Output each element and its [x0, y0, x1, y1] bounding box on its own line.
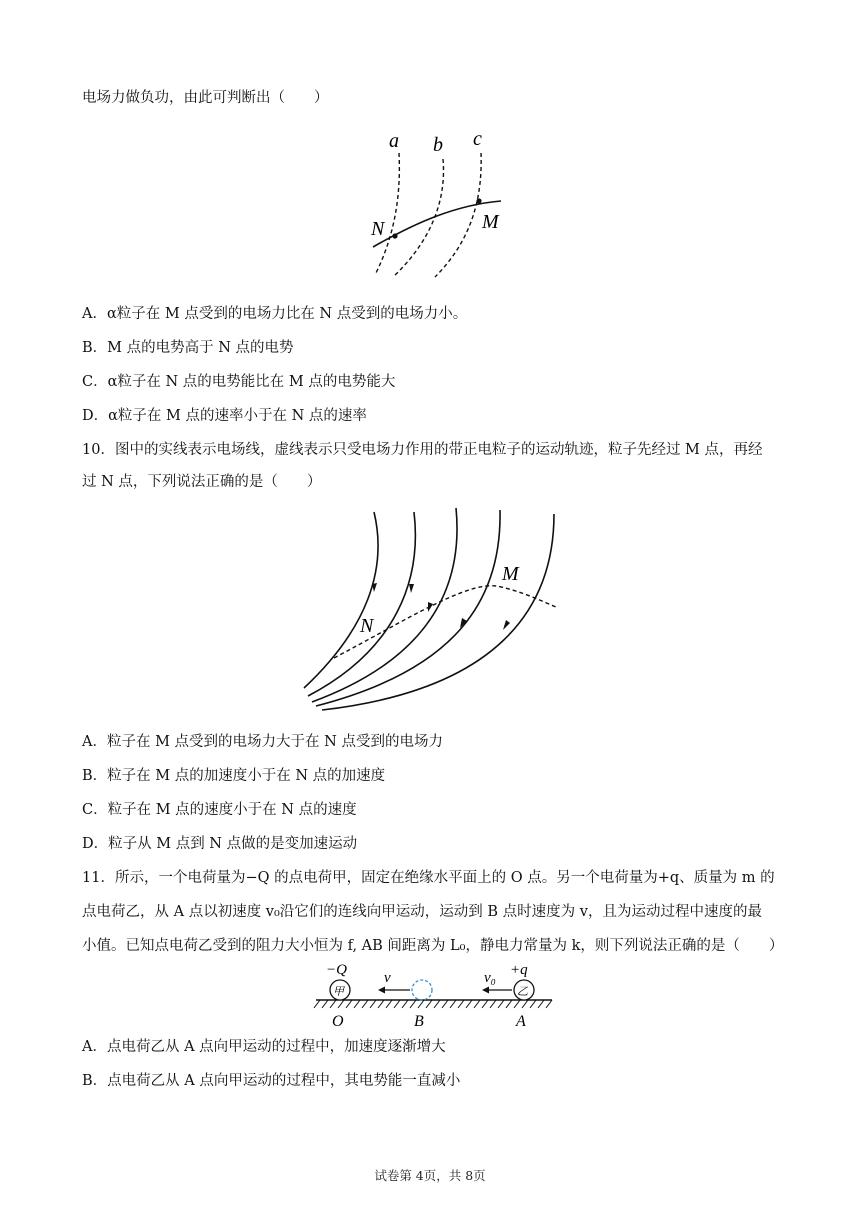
q11-option-a: A．点电荷乙从 A 点向甲运动的过程中，加速度逐渐增大 [82, 1039, 446, 1055]
q9-option-b: B．M 点的电势高于 N 点的电势 [82, 340, 294, 356]
field-line-4 [316, 510, 500, 706]
label-O: O [332, 1013, 344, 1030]
label-b: b [433, 134, 443, 156]
arrow-2 [409, 584, 414, 593]
q11-option-b: B．点电荷乙从 A 点向甲运动的过程中，其电势能一直减小 [82, 1073, 461, 1089]
position-B [412, 980, 432, 1000]
q10-option-b: B．粒子在 M 点的加速度小于在 N 点的加速度 [82, 768, 386, 784]
label-jia: 甲 [333, 986, 344, 998]
label-minus-Q: −Q [326, 962, 347, 978]
label-v: v [384, 970, 391, 986]
arrow-v [378, 987, 385, 994]
page-footer: 试卷第 4页，共 8页 [374, 1168, 486, 1183]
q10-stem-line1: 10．图中的实线表示电场线，虚线表示只受电场力作用的带正电粒子的运动轨迹，粒子先经过 M 点，再经 [82, 442, 763, 458]
equipotential-c [435, 153, 481, 277]
q10-option-a: A．粒子在 M 点受到的电场力大于在 N 点受到的电场力 [82, 734, 443, 750]
q10-stem-line2: 过 N 点，下列说法正确的是（ ） [82, 474, 322, 490]
label-a: a [389, 130, 399, 152]
equipotential-a [375, 153, 399, 275]
q9-option-a: A．α粒子在 M 点受到的电场力比在 N 点受到的电场力小。 [82, 306, 468, 322]
q10-figure [296, 500, 566, 715]
point-M [476, 198, 481, 203]
arrow-1 [372, 583, 377, 592]
label-A: A [516, 1013, 526, 1030]
q10-option-d: D．粒子从 M 点到 N 点做的是变加速运动 [82, 836, 358, 852]
arrow-5 [503, 620, 510, 630]
label-M: M [482, 211, 499, 233]
arrow-v0 [482, 987, 489, 994]
equipotential-b [393, 159, 444, 277]
q9-stem-tail: 电场力做负功，由此可判断出（ ） [82, 90, 329, 106]
label-M: M [502, 563, 519, 585]
q9-figure [355, 125, 515, 285]
field-line-3 [312, 508, 457, 702]
label-c: c [473, 128, 482, 150]
q10-option-c: C．粒子在 M 点的速度小于在 N 点的速度 [82, 802, 357, 818]
q11-stem-line1: 11．所示，一个电荷量为−Q 的点电荷甲，固定在绝缘水平面上的 O 点。另一个电荷量为+q、质量为 m 的 [82, 870, 775, 886]
q9-option-d: D．α粒子在 M 点的速率小于在 N 点的速率 [82, 408, 367, 424]
point-N [392, 233, 397, 238]
q11-stem-line2: 点电荷乙，从 A 点以初速度 v₀沿它们的连线向甲运动，运动到 B 点时速度为 v，且为运动过程中速度的最 [82, 904, 762, 920]
label-B: B [414, 1013, 424, 1030]
q11-stem-line3: 小值。已知点电荷乙受到的阻力大小恒为 f, AB 间距离为 L₀，静电力常量为 k，则下列说法正确的是（ ） [82, 938, 784, 954]
field-line-1 [304, 512, 378, 688]
label-yi: 乙 [517, 986, 528, 998]
ground-hatching [314, 1000, 552, 1008]
q11-figure [312, 958, 560, 1032]
label-N: N [360, 615, 374, 637]
field-line-5 [322, 514, 554, 710]
label-plus-q: +q [510, 962, 528, 978]
label-v0: v₀ [484, 970, 496, 986]
label-N: N [371, 218, 385, 240]
q9-option-c: C．α粒子在 N 点的电势能比在 M 点的电势能大 [82, 374, 396, 390]
